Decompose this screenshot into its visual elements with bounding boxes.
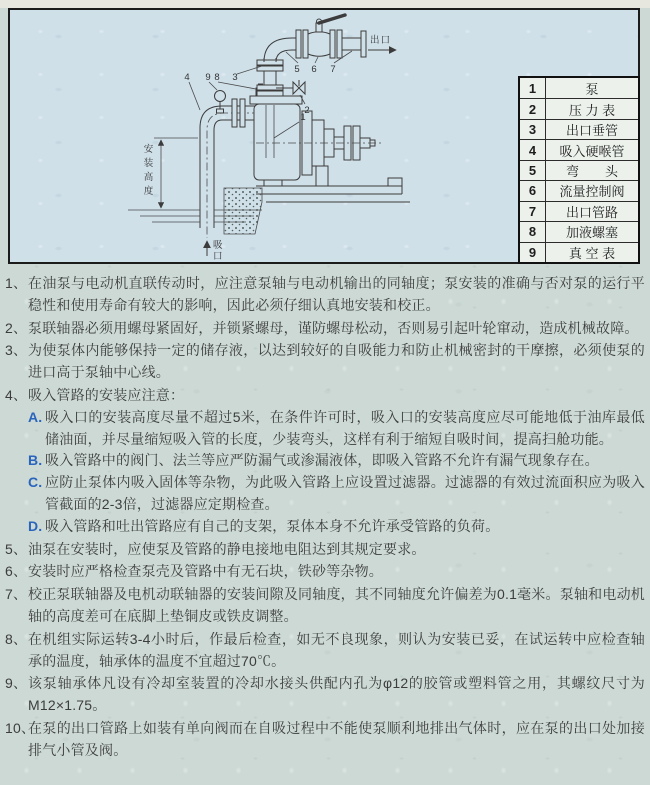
foundation-hatch	[224, 188, 262, 234]
valve-handle	[319, 15, 345, 23]
item-text: 吸入管路的安装应注意：	[28, 386, 185, 403]
subitem-letter: B.	[28, 452, 43, 469]
flow-control-valve-body	[308, 32, 330, 57]
subitem-text: 应防止泵体内吸入固体等杂物，为此吸入管路上应设置过滤器。过滤器的有效过流面积应为吸入管截面的2-3倍，过滤器应定期检查。	[45, 474, 645, 512]
vacuum-gauge	[215, 91, 226, 102]
page-top-margin	[0, 0, 650, 8]
instruction-subitem	[28, 516, 645, 538]
item-text: 油泵在安装时，应使泵及管路的静电接地电阻达到其规定要求。	[28, 540, 426, 557]
instruction-subitem	[28, 472, 645, 516]
pump-installation-figure-panel	[8, 8, 640, 264]
instruction-item	[4, 584, 645, 628]
table-row: 5 弯 头	[520, 160, 638, 180]
svg-text:2: 2	[304, 105, 310, 116]
svg-text:8: 8	[214, 72, 220, 83]
item-number: 2、	[5, 319, 28, 336]
pump-top-collar	[250, 96, 302, 104]
svg-text:6: 6	[311, 64, 317, 75]
suction-label-char1: 吸	[213, 240, 224, 251]
item-number: 8、	[5, 630, 28, 647]
item-number: 1、	[5, 275, 28, 291]
svg-text:1: 1	[300, 112, 306, 123]
instruction-item	[4, 385, 645, 538]
item-number: 10、	[5, 719, 36, 736]
item-number: 6、	[5, 563, 28, 580]
subitem-letter: D.	[28, 517, 43, 534]
install-height-label	[144, 143, 155, 197]
item-text: 安装时应严格检查泵壳及管路中有无石块，铁砂等杂物。	[28, 563, 383, 580]
subitem-text: 吸入管路中的阀门、法兰等应严防漏气或渗漏液体，即吸入管路不允许有漏气现象存在。	[45, 452, 599, 469]
item-number: 3、	[5, 342, 28, 359]
outlet-label: 出口	[370, 35, 392, 46]
outlet-end-flange	[361, 31, 366, 57]
svg-text:度: 度	[143, 186, 155, 197]
item-text: 校正泵联轴器及电机动联轴器的安装间隙及同轴度，其不同轴度允许偏差为0.1毫米。泵轴和电动机轴的高度差可在底脚上垫铜皮或铁皮调整。	[28, 586, 645, 624]
item-number: 4、	[5, 386, 28, 403]
installation-instructions	[0, 270, 650, 763]
pump-foot	[264, 180, 282, 186]
instruction-item	[4, 273, 645, 317]
svg-text:3: 3	[232, 72, 238, 83]
svg-text:7: 7	[330, 64, 336, 75]
svg-text:安: 安	[143, 144, 155, 155]
riser-flange	[257, 91, 283, 96]
pump-casing	[254, 104, 300, 180]
table-row: 1 泵	[520, 78, 638, 98]
table-row: 4 吸入硬喉管	[520, 139, 638, 159]
svg-text:高: 高	[143, 172, 155, 183]
item-text: 在机组实际运转3-4小时后，作最后检查，如无不良现象，则认为安装已妥，在试运转中应检查轴承的温度，轴承体的温度不宜超过70℃。	[28, 630, 645, 669]
suction-label-char2: 口	[213, 251, 224, 262]
item-text: 在油泵与电动机直联传动时，应注意泵轴与电动机输出的同轴度；泵安装的准确与否对泵的运行平稳性和使用寿命有较大的影响，因此必须仔细认真地安装和校正。	[28, 275, 645, 313]
vacuum-gauge-base	[217, 109, 224, 113]
table-row: 9 真 空 表	[520, 242, 638, 262]
item-number: 5、	[5, 540, 28, 557]
riser-flange	[257, 60, 283, 65]
table-row: 8 加液螺塞	[520, 221, 638, 241]
table-row: 7 出口管路	[520, 201, 638, 221]
table-row: 2 压 力 表	[520, 98, 638, 118]
instruction-item	[4, 340, 645, 384]
instruction-item	[4, 539, 645, 561]
instruction-item	[4, 629, 645, 673]
instruction-item	[4, 718, 645, 762]
instruction-subitem	[28, 407, 645, 451]
item-number: 7、	[5, 586, 28, 603]
instruction-item	[4, 318, 645, 340]
svg-text:装: 装	[143, 158, 155, 169]
elbow-flange	[296, 30, 301, 58]
suction-flange	[240, 99, 245, 127]
subitem-letter: C.	[28, 474, 43, 491]
subitem-text: 吸入口的安装高度尽量不超过5米，在条件许可时，吸入口的安装高度应尽可能地低于油库最低储油面，并尽量缩短吸入管的长度，少装弯头，这样有利于缩短自吸时间，提高扫舱功能。	[45, 408, 645, 447]
table-row: 6 流量控制阀	[520, 180, 638, 200]
item-text: 为使泵体内能够保持一定的储存液，以达到较好的自吸能力和防止机械密封的干摩擦，必须使泵的进口高于泵轴中心线。	[28, 342, 645, 381]
item-text: 在泵的出口管路上如装有单向阀而在自吸过程中不能使泵顺利地排出气体时，应在泵的出口处加接排气小管及阀。	[28, 719, 645, 758]
parts-legend-table	[518, 76, 640, 264]
svg-text:9: 9	[205, 72, 211, 83]
elbow-flange	[303, 30, 308, 58]
table-row: 3 出口垂管	[520, 119, 638, 139]
item-text: 泵联轴器必须用螺母紧固好，并锁紧螺母，谨防螺母松动，否则易引起叶轮窜动，造成机械故障。	[28, 319, 639, 336]
svg-text:5: 5	[294, 64, 300, 75]
instruction-subitem	[28, 450, 645, 472]
svg-text:4: 4	[184, 72, 190, 83]
subitem-text: 吸入管路和吐出管路应有自己的支架，泵体本身不允许承受管路的负荷。	[45, 517, 500, 534]
suction-flange	[232, 99, 237, 127]
instruction-item	[4, 673, 645, 717]
item-number: 9、	[5, 675, 28, 692]
valve-flange	[337, 30, 342, 58]
item-text: 该泵轴承体凡设有冷却室装置的冷却水接头供配内孔为φ12的胶管或塑料管之用，其螺纹尺寸为M12×1.75。	[28, 675, 645, 714]
valve-flange	[330, 30, 335, 58]
subitem-letter: A.	[28, 408, 43, 425]
instruction-item	[4, 561, 645, 583]
